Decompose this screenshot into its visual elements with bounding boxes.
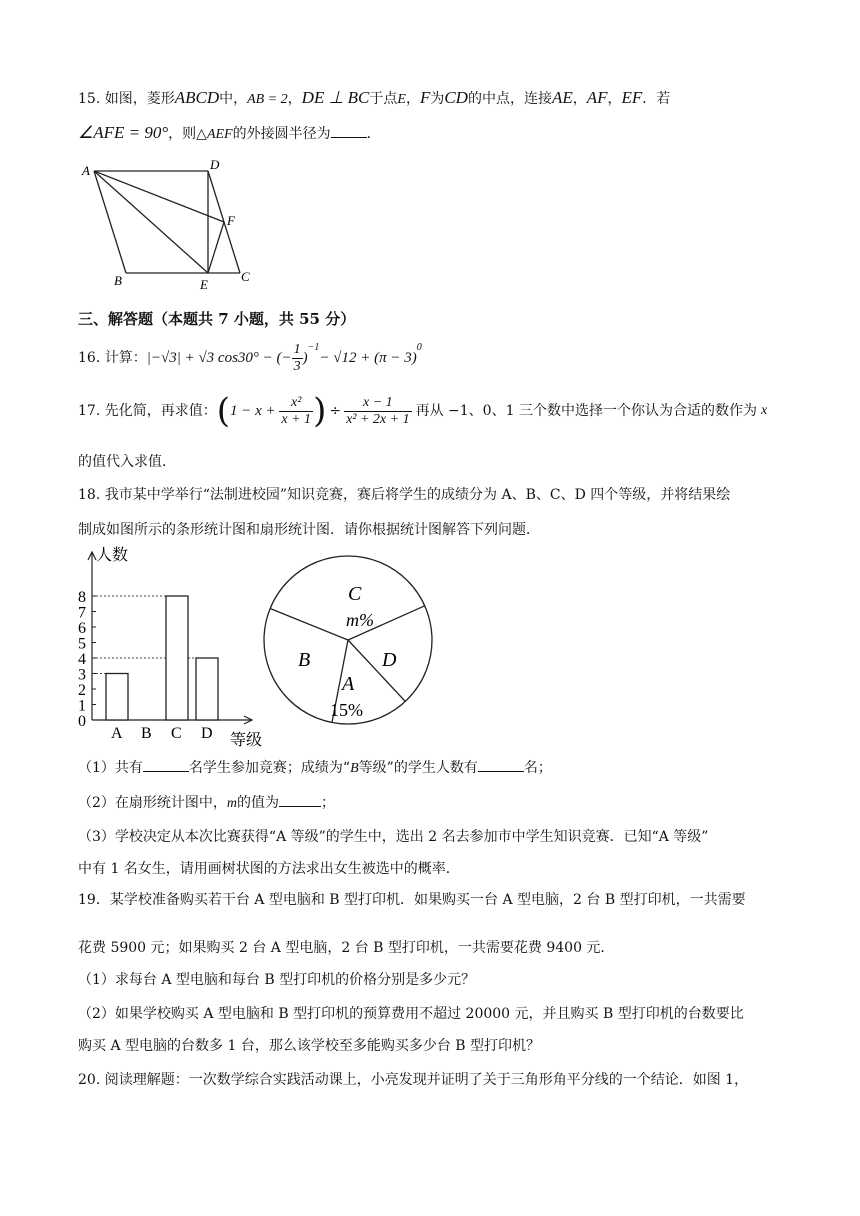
bar-y-tick-label: 4 — [78, 651, 86, 668]
bar-y-tick-label: 0 — [78, 713, 86, 730]
q18-sub2: （2）在扇形统计图中，m的值为 ； — [78, 792, 335, 814]
label-C: C — [241, 269, 250, 284]
bar-chart — [60, 540, 280, 750]
label-A: A — [82, 163, 90, 178]
pie-text-A: 15% — [330, 700, 363, 720]
bar-A — [106, 674, 128, 721]
answer-blank — [331, 123, 367, 138]
bar-y-tick-label: 6 — [78, 620, 86, 637]
bar-y-tick-label: 7 — [78, 604, 86, 622]
label-D: D — [210, 157, 220, 172]
q18-sub3-line1: （3）学校决定从本次比赛获得“A 等级”的学生中，选出 2 名去参加市中学生知识竞赛．已知“A 等级” — [78, 829, 709, 845]
bar-y-tick-label: 1 — [78, 697, 86, 715]
pie-label-C: C — [348, 583, 362, 605]
bar-y-tick-label: 2 — [78, 682, 86, 699]
segment-ae — [94, 171, 208, 273]
q19-line1: 19．某学校准备购买若干台 A 型电脑和 B 型打印机．如果购买一台 A 型电脑，2 台 B 型打印机，一共需要 — [78, 892, 746, 908]
section-title: 三、解答题（本题共 7 小题，共 55 分） — [78, 310, 356, 328]
segment-af — [94, 171, 224, 222]
q19-sub1: （1）求每台 A 型电脑和每台 B 型打印机的价格分别是多少元？ — [78, 972, 476, 988]
q19-line2: 花费 5900 元；如果购买 2 台 A 型电脑，2 台 B 型打印机，一共需要花费 9400 元． — [78, 940, 615, 956]
segment-ef — [208, 222, 224, 273]
q15-line1: 15. 如图，菱形ABCD中，AB = 2，DE ⊥ BC于点E，F为CD的中点，连接AE，AF，EF．若 — [78, 88, 671, 107]
pie-label-B: B — [298, 649, 311, 671]
bar-xlabel: 等级 — [230, 732, 263, 749]
bar-D — [196, 658, 218, 720]
bar-x-tick-label: C — [171, 725, 182, 742]
q18-line1: 18. 我市某中学举行“法制进校园”知识竞赛，赛后将学生的成绩分为 A、B、C、D 四个等级，并将结果绘 — [78, 487, 731, 503]
label-F: F — [227, 213, 235, 228]
q18-sub1: （1）共有 名学生参加竞赛；成绩为“B等级”的学生人数有 名； — [78, 757, 552, 779]
q19-sub2-line2: 购买 A 型电脑的台数多 1 台，那么该学校至多能购买多少台 B 型打印机？ — [78, 1038, 541, 1054]
pie-chart — [258, 550, 438, 730]
q15-line2: ∠AFE = 90°，则△AEF的外接圆半径为 ． — [78, 123, 381, 142]
label-B: B — [114, 273, 122, 288]
fraction-x2-over-x-plus-1: $\frac{\text{x²}}{x + 1}$ — [281, 394, 312, 427]
q20-line1: 20. 阅读理解题：一次数学综合实践活动课上，小亮发现并证明了关于三角形角平分线的一个结论．如图 1， — [78, 1072, 749, 1088]
label-E: E — [200, 277, 208, 292]
q17: 17. 先化简，再求值： ( 1 − x + $\frac{\text{x²}}{x + 1}$ ) ÷ $\frac{x - 1}{\text{x² + 2x + 1}}$ 再从 −1、0、1 三个数中选择一个你认为合适的数作为 x — [78, 391, 768, 431]
fraction-divisor: $\frac{x - 1}{\text{x² + 2x + 1}}$ — [346, 394, 410, 427]
segment-ab — [94, 171, 126, 273]
q18-sub3-line2: 中有 1 名女生，请用画树状图的方法求出女生被选中的概率． — [78, 861, 460, 877]
fraction-one-third: $\frac{1}{3}$ — [293, 341, 301, 374]
answer-blank-b-count — [478, 757, 524, 772]
bar-y-tick-label: 3 — [78, 666, 86, 684]
q16: 16. 计算： |−√3| + √3 cos30° − (− $\frac{1}{3}$ ) $^{-1}$ − √12 + (π − 3) $^0$ — [78, 341, 422, 374]
answer-blank-total — [143, 757, 189, 772]
q18-line2: 制成如图所示的条形统计图和扇形统计图．请你根据统计图解答下列问题． — [78, 522, 540, 538]
bar-x-tick-label: A — [111, 725, 123, 742]
bar-x-tick-label: D — [201, 725, 213, 742]
bar-ylabel: 人数 — [96, 547, 129, 564]
pie-label-D: D — [382, 649, 397, 671]
bar-x-tick-label: B — [141, 725, 152, 742]
rhombus-figure — [80, 155, 260, 295]
pie-divider — [348, 640, 405, 701]
pie-divider — [270, 609, 348, 640]
q19-sub2-line1: （2）如果学校购买 A 型电脑和 B 型打印机的预算费用不超过 20000 元，并且购买 B 型打印机的台数要比 — [78, 1006, 744, 1022]
pie-label-A: A — [342, 673, 355, 695]
answer-blank-m — [279, 792, 321, 807]
bar-y-tick-label: 5 — [78, 635, 86, 653]
bar-y-tick-label: 8 — [78, 589, 86, 606]
bar-C — [166, 596, 188, 720]
pie-text-C: m% — [346, 610, 374, 630]
q17-line2: 的值代入求值． — [78, 454, 176, 470]
